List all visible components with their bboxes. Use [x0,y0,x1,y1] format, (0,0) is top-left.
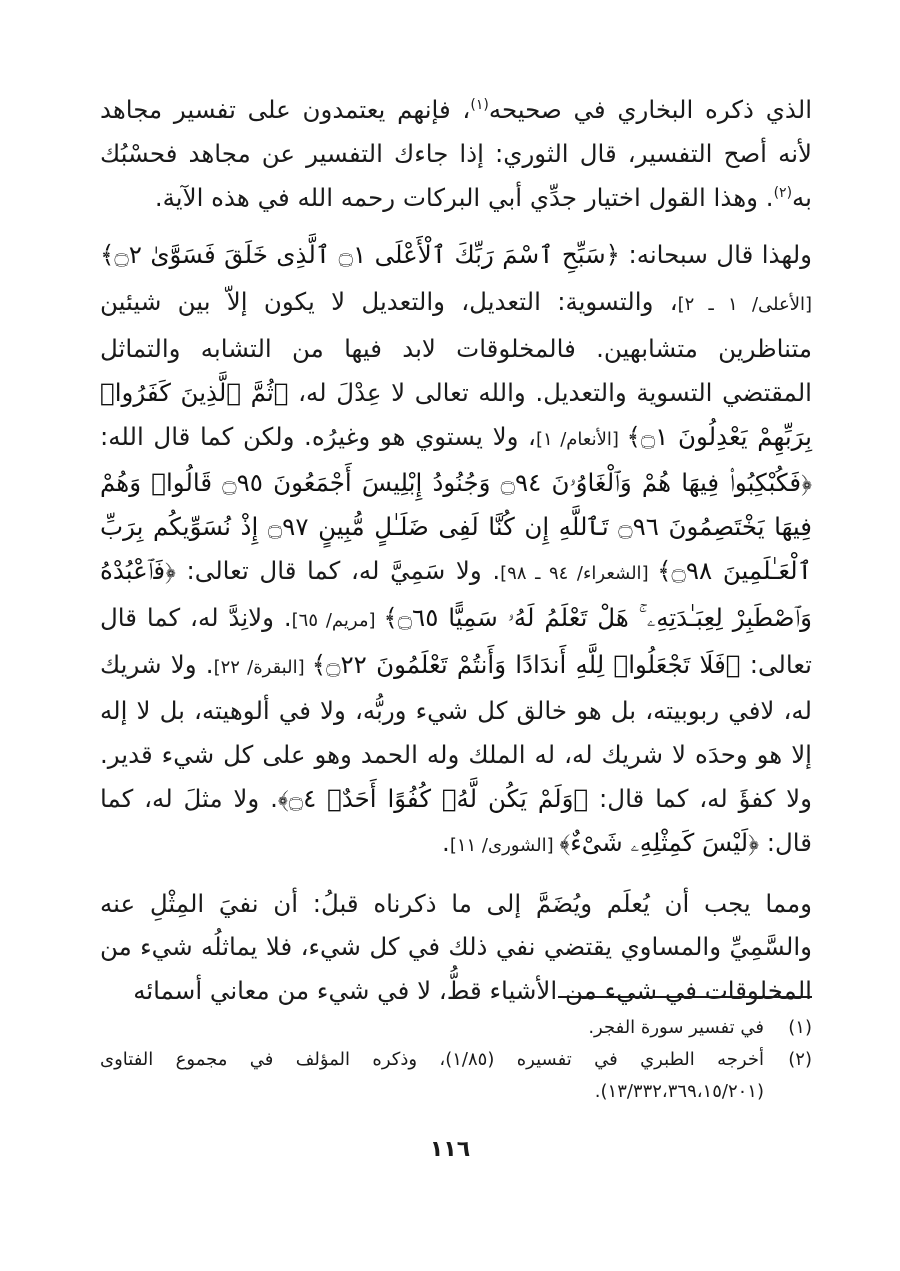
quran-verse: ﴿ثُمَّ ٱلَّذِينَ كَفَرُوا۟ بِرَبِّهِمْ يَعْدِلُونَ ۝١﴾ [100,377,812,451]
verse-reference: [الشعراء/ ٩٤ ـ ٩٨] [500,562,658,584]
body-text-segment: . ولانِدَّ له، كما قال تعالى: [100,602,812,679]
body-text [100,88,812,1013]
body-text-segment: ، والتسوية: التعديل، والتعديل لا يكون إلاّ بين شيئين متناظرين متشابهين. فالمخلوقات لابد فيها من التشابه والتماثل المقتضي التسوية والتعديل. والله تعالى لا عِدْلَ له، [100,287,812,407]
body-text-segment: ، فإنهم يعتمدون على تفسير مجاهد لأنه أصح التفسير، قال الثوري: إذا جاءك التفسير عن مجاهد فحسْبُك به [100,95,812,212]
paragraph-1 [100,88,812,219]
quran-verse: ﴿سَبِّحِ ٱسْمَ رَبِّكَ ٱلْأَعْلَى ۝١ ٱلَّذِى خَلَقَ فَسَوَّىٰ ۝٢﴾ [100,240,620,270]
body-text-segment: . ولا شريك له، لافي ربوبيته، بل هو خالق كل شيء وربُّه، ولا في ألوهيته، بل لا إله إلا هو وحدَه لا شريك له، له الملك وله الحمد وهو على كل شيء قدير. ولا كفؤَ له، كما قال: [100,649,812,813]
quran-verse: ﴿فَلَا تَجْعَلُوا۟ لِلَّهِ أَندَادًا وَأَنتُمْ تَعْلَمُونَ ۝٢٢﴾ [311,649,741,679]
verse-reference: [الأنعام/ ١] [535,428,627,450]
footnote-marker: (٢) [773,184,793,201]
body-text-segment: ومما يجب أن يُعلَم ويُضَمَّ إلى ما ذكرناه قبلُ: أن نفيَ المِثْلِ عنه والسَّمِيِّ والمساوي يقتضي نفي ذلك في كل شيء، فلا يماثلُه شيء من المخلوقات في شيء من الأشياء قطُّ، لا في شيء من معاني أسمائه [100,888,812,1006]
verse-reference: [الشورى/ ١١] [449,834,560,856]
body-text-segment: . ولا مثلَ له، كما قال: [100,783,812,857]
footnote-1 [100,1012,812,1044]
body-text-segment: . وهذا القول اختيار جدِّي أبي البركات رحمه الله في هذه الآية. [154,182,774,212]
quran-verse: ﴿وَلَمْ يَكُن لَّهُۥ كُفُوًا أَحَدٌۢ ۝٤﴾ [277,783,589,813]
quran-verse: ﴿فَٱعْبُدْهُ وَٱصْطَبِرْ لِعِبَـٰدَتِهِۦ ۚ هَلْ تَعْلَمُ لَهُۥ سَمِيًّا ۝٦٥﴾ [100,555,813,632]
body-text-segment: الذي ذكره البخاري في صحيحه [488,95,813,124]
verse-reference: [مريم/ ٦٥] [291,609,384,631]
verse-reference: [البقرة/ ٢٢] [213,656,312,678]
footnote-divider [558,996,812,998]
quran-verse: ﴿لَيْسَ كَمِثْلِهِۦ شَىْءٌ﴾ [559,827,759,857]
paragraph-3 [100,882,812,1013]
footnotes [100,1012,812,1108]
footnote-number: (٢) [788,1049,812,1070]
body-text-segment: ، ولا يستوي هو وغيرُه. ولكن كما قال الله: [100,421,536,451]
body-text-segment: . [442,827,450,857]
verse-reference: [الأعلى/ ١ ـ ٢] [677,294,813,316]
paragraph-2 [100,233,812,867]
footnote-number: (١) [788,1017,812,1038]
body-text-segment: . ولا سَمِيَّ له، كما قال تعالى: [175,555,501,585]
quran-verse: ﴿فَكُبْكِبُوا۟ فِيهَا هُمْ وَٱلْغَاوُۥنَ ۝٩٤ وَجُنُودُ إِبْلِيسَ أَجْمَعُونَ ۝٩٥ قَالُوا۟ وَهُمْ فِيهَا يَخْتَصِمُونَ ۝٩٦ تَٱللَّهِ إِن كُنَّا لَفِى ضَلَـٰلٍ مُّبِينٍ ۝٩٧ إِذْ نُسَوِّيكُم بِرَبِّ ٱلْعَـٰلَمِينَ ۝٩٨﴾ [100,468,812,585]
footnote-marker: (١) [470,96,489,113]
footnote-text: في تفسير سورة الفجر. [588,1017,764,1038]
body-text-segment: ولهذا قال سبحانه: [620,240,812,270]
footnote-2 [100,1044,812,1108]
footnote-text: أخرجه الطبري في تفسيره (١/٨٥)، وذكره المؤلف في مجموع الفتاوى (١٣/٣٣٢،٣٦٩،١٥/٢٠١). [100,1049,764,1102]
page-number: ١١٦ [429,1137,471,1162]
